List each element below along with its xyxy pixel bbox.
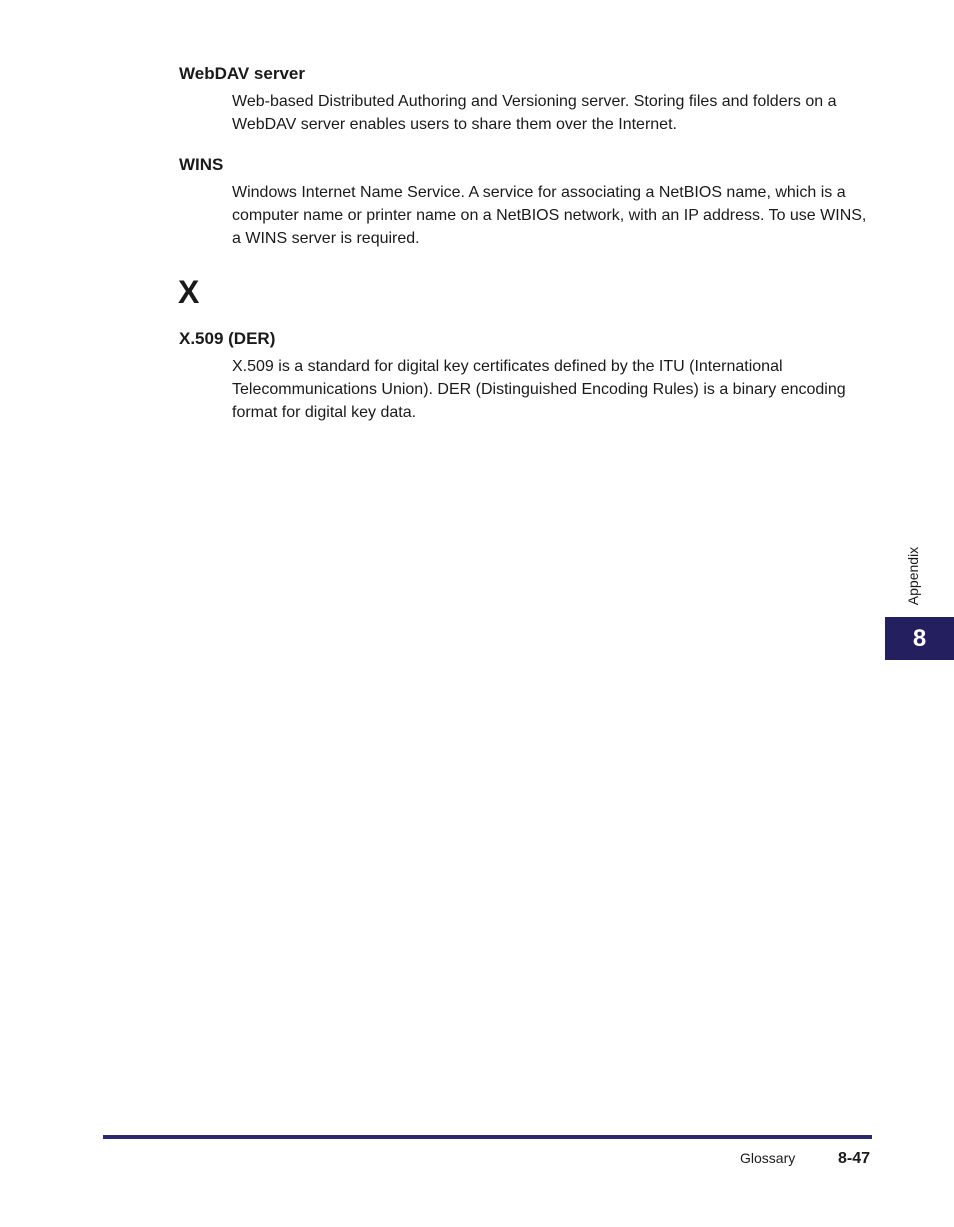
term-wins: WINS — [179, 155, 224, 174]
definition-wins: Windows Internet Name Service. A service for associating a NetBIOS name, which is a computer name or printer name on a NetBIOS network, with an IP address. To use WINS, a WINS server is required. — [232, 184, 867, 247]
side-tab-label-text: Appendix — [905, 546, 922, 606]
chapter-tab: 8 — [885, 617, 954, 660]
footer-rule — [103, 1135, 872, 1139]
footer-section-label: Glossary — [740, 1150, 796, 1166]
definition-webdav-server: Web-based Distributed Authoring and Versioning server. Storing files and folders on a WebDAV server enables users to share them over the Internet. — [232, 93, 837, 133]
section-letter-heading: X — [178, 274, 200, 310]
definition-x509-der: X.509 is a standard for digital key certificates defined by the ITU (International Telecommunications Union). DER (Distinguished Encoding Rules) is a binary encoding format for digital key data. — [232, 358, 846, 421]
page-number: 8-47 — [838, 1150, 871, 1167]
term-x509-der: X.509 (DER) — [179, 329, 276, 348]
side-tab-label — [901, 540, 925, 612]
term-webdav-server: WebDAV server — [179, 64, 305, 83]
